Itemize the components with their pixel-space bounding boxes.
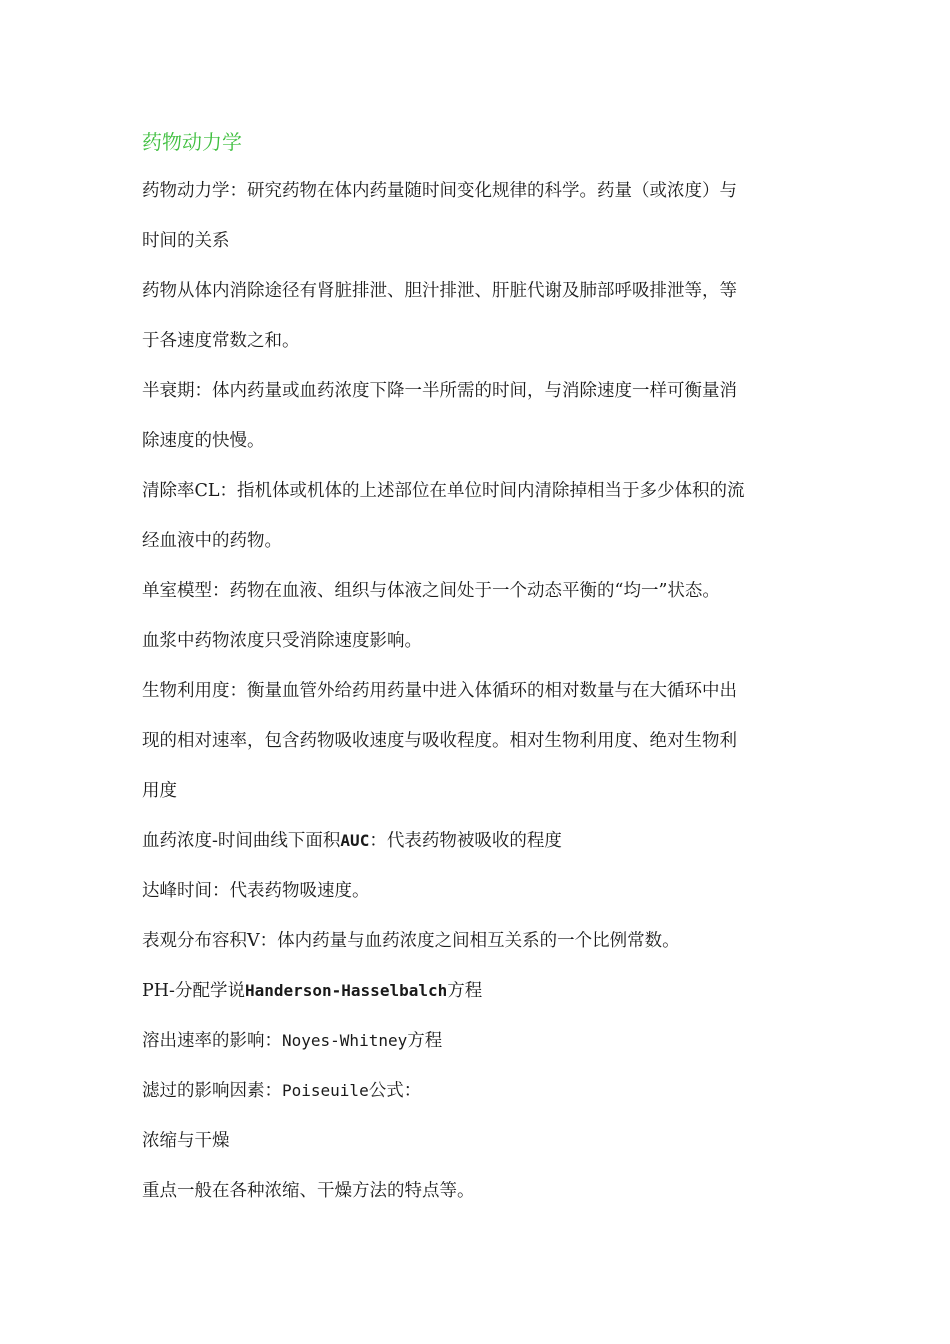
text-line: 时间的关系: [142, 231, 230, 251]
text-line: 除速度的快慢。: [142, 431, 265, 451]
ph-prefix: PH-分配学说: [142, 981, 245, 1001]
text-line: 清除率CL：指机体或机体的上述部位在单位时间内清除掉相当于多少体积的流: [142, 481, 745, 501]
ph-partition-line: [142, 966, 822, 1016]
text-line: 血浆中药物浓度只受消除速度影响。: [142, 631, 422, 651]
poiseuile-prefix: 滤过的影响因素：: [142, 1081, 282, 1101]
text-line: 经血液中的药物。: [142, 531, 282, 551]
text-line: 单室模型：药物在血液、组织与体液之间处于一个动态平衡的“均一”状态。: [142, 581, 720, 601]
poiseuile-term: Poiseuile: [282, 1081, 369, 1100]
section-title: 药物动力学: [142, 130, 242, 154]
text-line: 浓缩与干燥: [142, 1131, 230, 1151]
text-line: 生物利用度：衡量血管外给药用药量中进入体循环的相对数量与在大循环中出: [142, 681, 737, 701]
poiseuile-line: [142, 1066, 822, 1116]
text-line: 达峰时间：代表药物吸速度。: [142, 881, 370, 901]
text-line: 用度: [142, 781, 177, 801]
ph-suffix: 方程: [447, 981, 483, 1001]
ph-term: Handerson-Hasselbalch: [244, 981, 448, 1000]
text-line: 表观分布容积V：体内药量与血药浓度之间相互关系的一个比例常数。: [142, 931, 680, 951]
text-line: 于各速度常数之和。: [142, 331, 300, 351]
auc-line: [142, 816, 822, 866]
text-line: 重点一般在各种浓缩、干燥方法的特点等。: [142, 1181, 475, 1201]
text-line: 半衰期：体内药量或血药浓度下降一半所需的时间，与消除速度一样可衡量消: [142, 381, 737, 401]
noyes-whitney-line: [142, 1016, 822, 1066]
noyes-term: Noyes-Whitney: [282, 1031, 408, 1050]
auc-suffix: ：代表药物被吸收的程度: [369, 831, 562, 851]
auc-prefix: 血药浓度-时间曲线下面积: [142, 831, 341, 851]
text-line: 现的相对速率，包含药物吸收速度与吸收程度。相对生物利用度、绝对生物利: [142, 731, 737, 751]
noyes-prefix: 溶出速率的影响：: [142, 1031, 282, 1051]
text-line: 药物动力学：研究药物在体内药量随时间变化规律的科学。药量（或浓度）与: [142, 181, 737, 201]
text-line: 药物从体内消除途径有肾脏排泄、胆汁排泄、肝脏代谢及肺部呼吸排泄等，等: [142, 281, 737, 301]
poiseuile-suffix: 公式：: [368, 1081, 422, 1101]
document-body: [142, 118, 822, 1216]
auc-term: AUC: [340, 831, 370, 850]
noyes-suffix: 方程: [407, 1031, 443, 1051]
